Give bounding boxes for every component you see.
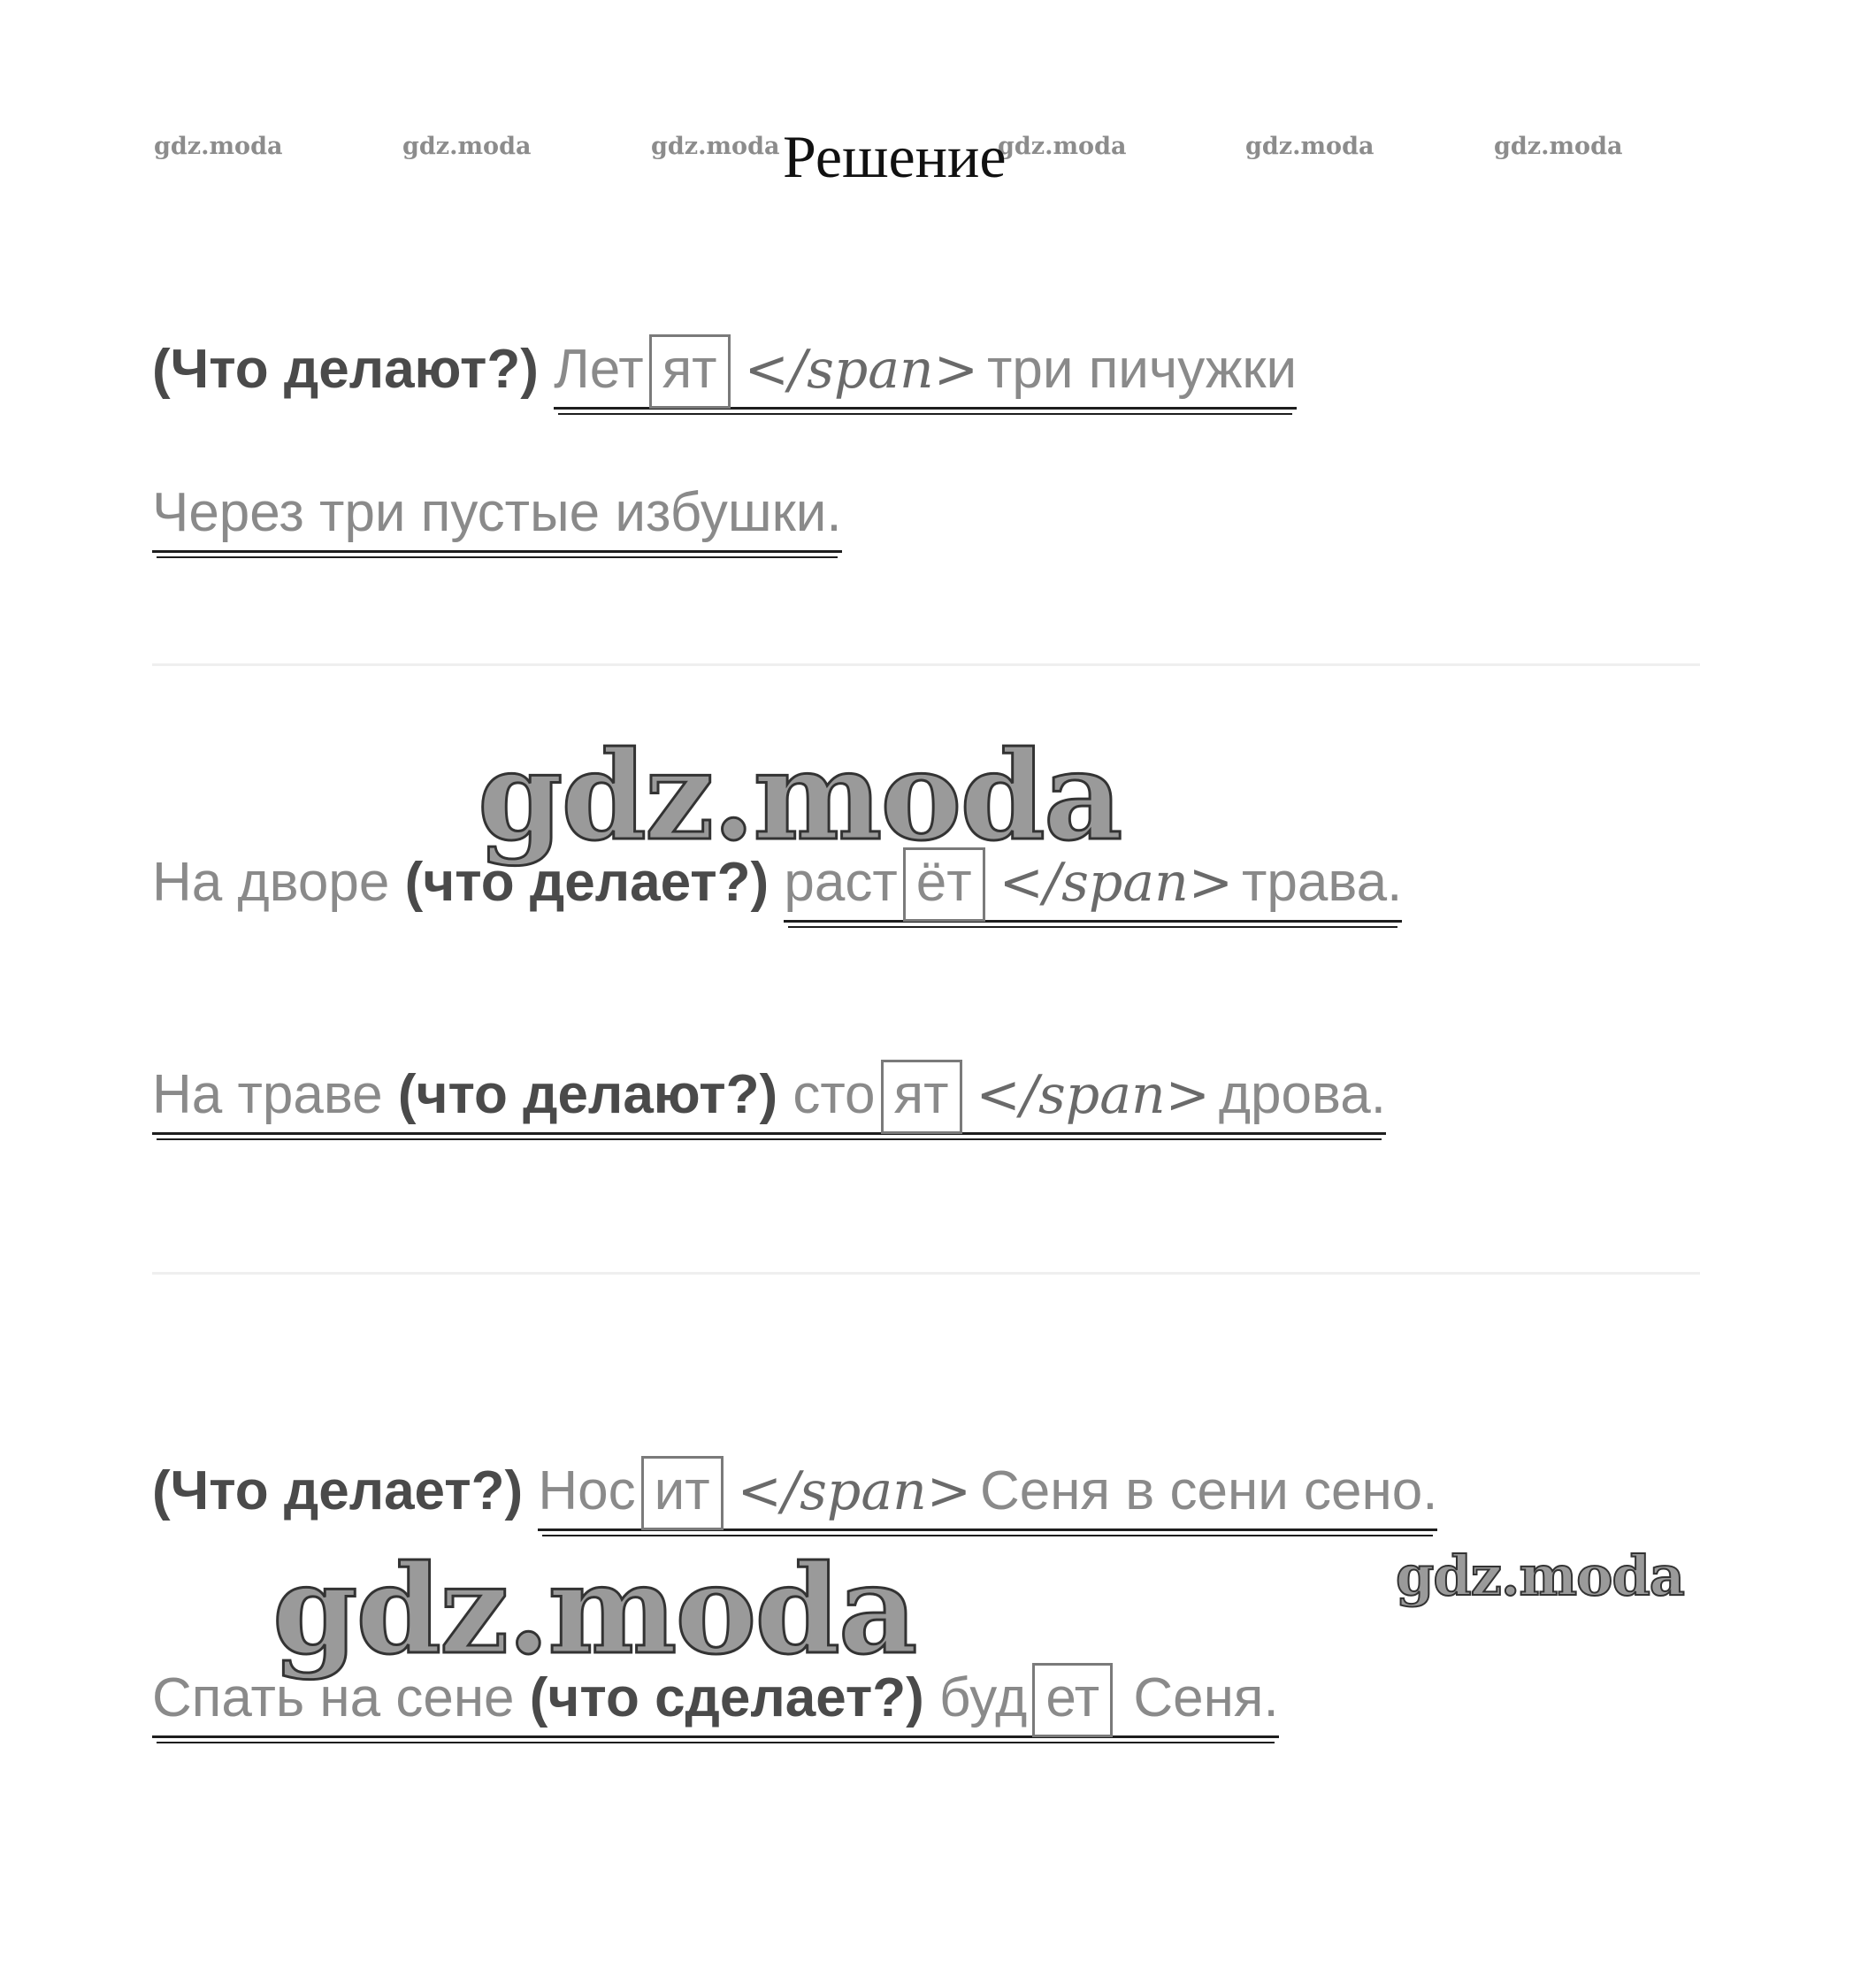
span-tag-text: </span> [737,1460,972,1522]
watermark: gdz.moda [1494,133,1623,160]
span-tag-text: </span> [976,1064,1210,1126]
sentence-rest: Сеня. [1133,1667,1279,1728]
question-label: (что делает?) [404,852,770,913]
sentence-line [152,1060,1386,1134]
word-stem: буд [939,1667,1028,1728]
predicate-underline [538,1460,1437,1531]
span-tag-text: </span> [744,339,978,401]
sentence-start: На траве [152,1064,383,1125]
sentence-line [152,1456,1437,1530]
word-stem: Нос [538,1460,636,1521]
watermark-large: gdz.moda [272,1537,916,1682]
predicate-underline [554,339,1297,410]
watermark: gdz.moda [402,133,532,160]
sentence-rest: трава. [1241,852,1403,913]
watermark-medium: gdz.moda [1396,1544,1684,1608]
sentence-text: Через три пустые избушки. [152,482,842,553]
word-stem: сто [793,1064,876,1125]
question-label: (что делают?) [397,1064,778,1125]
question-label: (что сделает?) [529,1667,924,1728]
question-label: (Что делают?) [152,339,539,400]
sentence-line [152,478,842,548]
predicate-underline [784,852,1402,923]
span-tag-text: </span> [999,852,1233,914]
ending-box: ят [881,1060,962,1134]
sentence-line [152,334,1297,409]
ending-box: ят [649,334,731,409]
word-stem: раст [784,852,898,913]
watermark: gdz.moda [651,133,780,160]
sentence-rest: Сеня в сени сено. [980,1460,1438,1521]
sentence-rest: дрова. [1218,1064,1386,1125]
ending-box: ет [1032,1663,1113,1737]
sentence-line [152,1663,1279,1737]
sentence-rest: три пичужки [986,339,1298,400]
question-label: (Что делает?) [152,1460,524,1521]
watermark: gdz.moda [998,133,1127,160]
word-stem: Лет [554,339,644,400]
watermark-large: gdz.moda [478,724,1122,868]
divider [152,1272,1700,1275]
sentence-start: На дворе [152,852,390,913]
sentence-underline [152,1064,1386,1135]
sentence-underline [152,1667,1279,1738]
sentence-start: Спать на сене [152,1667,515,1728]
ending-box: ёт [903,847,985,922]
divider [152,663,1700,666]
watermark: gdz.moda [1245,133,1374,160]
page-title: Решение [783,123,1007,190]
sentence-line [152,847,1402,922]
watermark: gdz.moda [154,133,283,160]
ending-box: ит [641,1456,724,1530]
